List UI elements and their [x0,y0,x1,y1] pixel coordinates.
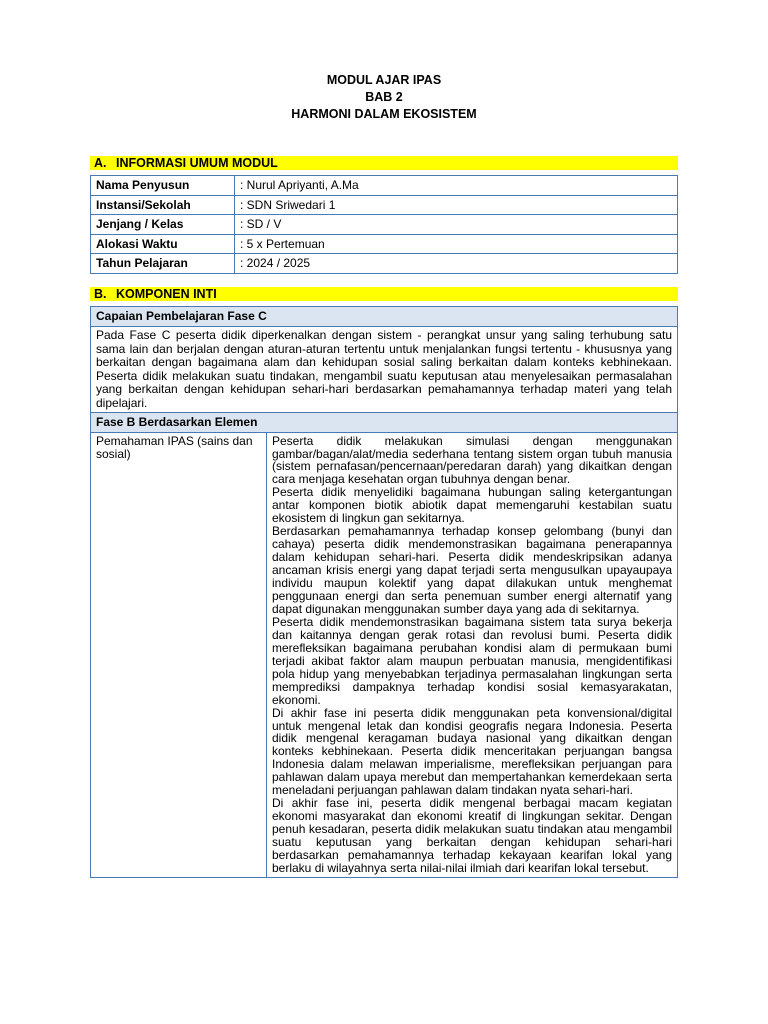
info-label: Instansi/Sekolah [91,195,235,215]
table-row [91,234,678,254]
element-paragraph: Peserta didik menyelidiki bagaimana hubungan saling ketergantungan antar komponen biotik abiotik dapat memengaruhi kestabilan suatu ekosistem di lingkun gan sekitarnya. [272,485,672,526]
element-description [267,432,678,877]
info-value: : 2024 / 2025 [235,254,678,274]
title-line-3: HARMONI DALAM EKOSISTEM [291,107,477,121]
element-label: Pemahaman IPAS (sains dan sosial) [91,432,267,877]
section-b-number: B. [94,287,107,301]
title-line-1: MODUL AJAR IPAS [326,73,442,87]
info-label: Nama Penyusun [91,176,235,196]
table-row [91,195,678,215]
info-value: : SDN Sriwedari 1 [235,195,678,215]
element-paragraph: Di akhir fase ini, peserta didik mengenal berbagai macam kegiatan ekonomi masyarakat dan ekonomi kreatif di lingkungan sekitar. Dengan penuh kesadaran, peserta didik melakukan suatu tindakan atau mengambil suatu keputusan yang berkaitan dengan kehidupan sehari-hari berdasarkan pemahamannya terhadap kekayaan kearifan lokal yang berlaku di wilayahnya serta nilai-nilai ilmiah dari kearifan lokal tersebut. [272,796,672,876]
table-row [91,215,678,235]
info-label: Jenjang / Kelas [91,215,235,235]
table-row [91,307,678,327]
capaian-text: Pada Fase C peserta didik diperkenalkan dengan sistem - perangkat unsur yang saling terhubung satu sama lain dan berjalan dengan aturan-aturan tertentu untuk menjalankan fungsi tertentu - khususnya yang berkaitan dengan bagaimana alam dan kehidupan sosial saling berkaitan dalam konteks kebhinekaan. Peserta didik melakukan suatu tindakan, mengambil suatu keputusan atau menyelesaikan permasalahan yang berkaitan dengan kehidupan sehari-hari berdasarkan pemahamannya terhadap materi yang telah dipelajari. [91,327,678,413]
element-paragraph: Peserta didik melakukan simulasi dengan menggunakan gambar/bagan/alat/media sederhana tentang sistem organ tubuh manusia (sistem pernafasan/pencernaan/peredaran darah) yang dikaitkan dengan cara menjaga kesehatan organ tubuhnya dengan benar. [272,433,672,487]
table-row [91,254,678,274]
element-paragraph: Peserta didik mendemonstrasikan bagaimana sistem tata surya bekerja dan kaitannya dengan gerak rotasi dan revolusi bumi. Peserta didik merefleksikan bagaimana perubahan kondisi alam di permukaan bumi terjadi akibat faktor alam maupun perbuatan manusia, mengidentifikasi pola hidup yang menyebabkan terjadinya permasalahan lingkungan serta memprediksi dampaknya terhadap kondisi sosial kemasyarakatan, ekonomi. [272,614,672,707]
core-component-table [90,306,678,878]
table-row [91,176,678,196]
table-row [91,412,678,432]
table-row [91,327,678,413]
section-a-number: A. [94,156,107,170]
element-paragraph: Di akhir fase ini peserta didik menggunakan peta konvensional/digital untuk mengenal letak dan kondisi geografis negara Indonesia. Peserta didik mengenal keragaman budaya nasional yang dikaitkan dengan konteks kebhinekaan. Peserta didik menceritakan perjuangan bangsa Indonesia dalam melawan imperialisme, merefleksikan perjuangan para pahlawan dalam upaya merebut dan mempertahankan kemerdekaan serta meneladani perjuangan pahlawan dalam tindakan nyata sehari-hari. [272,705,672,798]
info-label: Tahun Pelajaran [91,254,235,274]
table-row [91,432,678,877]
module-title [0,72,768,123]
general-info-table [90,175,678,274]
section-a-heading [90,156,678,170]
info-value: : SD / V [235,215,678,235]
info-value: : 5 x Pertemuan [235,234,678,254]
info-value: : Nurul Apriyanti, A.Ma [235,176,678,196]
info-label: Alokasi Waktu [91,234,235,254]
capaian-header: Capaian Pembelajaran Fase C [91,307,678,327]
section-b-heading [90,287,678,301]
title-line-2: BAB 2 [365,90,403,104]
fase-header: Fase B Berdasarkan Elemen [91,412,678,432]
section-b-title: KOMPONEN INTI [116,287,217,301]
element-paragraph: Berdasarkan pemahamannya terhadap konsep gelombang (bunyi dan cahaya) peserta didik mendemonstrasikan bagaimana penerapannya dalam kehidupan sehari-hari. Peserta didik mendeskripsikan adanya ancaman krisis energi yang dapat terjadi serta mengusulkan upayaupaya individu maupun kolektif yang dapat dilakukan untuk menghemat penggunaan energi dan serta penemuan sumber energi alternatif yang dapat digunakan menggunakan sumber daya yang ada di sekitarnya. [272,524,672,616]
section-a-title: INFORMASI UMUM MODUL [116,156,278,170]
